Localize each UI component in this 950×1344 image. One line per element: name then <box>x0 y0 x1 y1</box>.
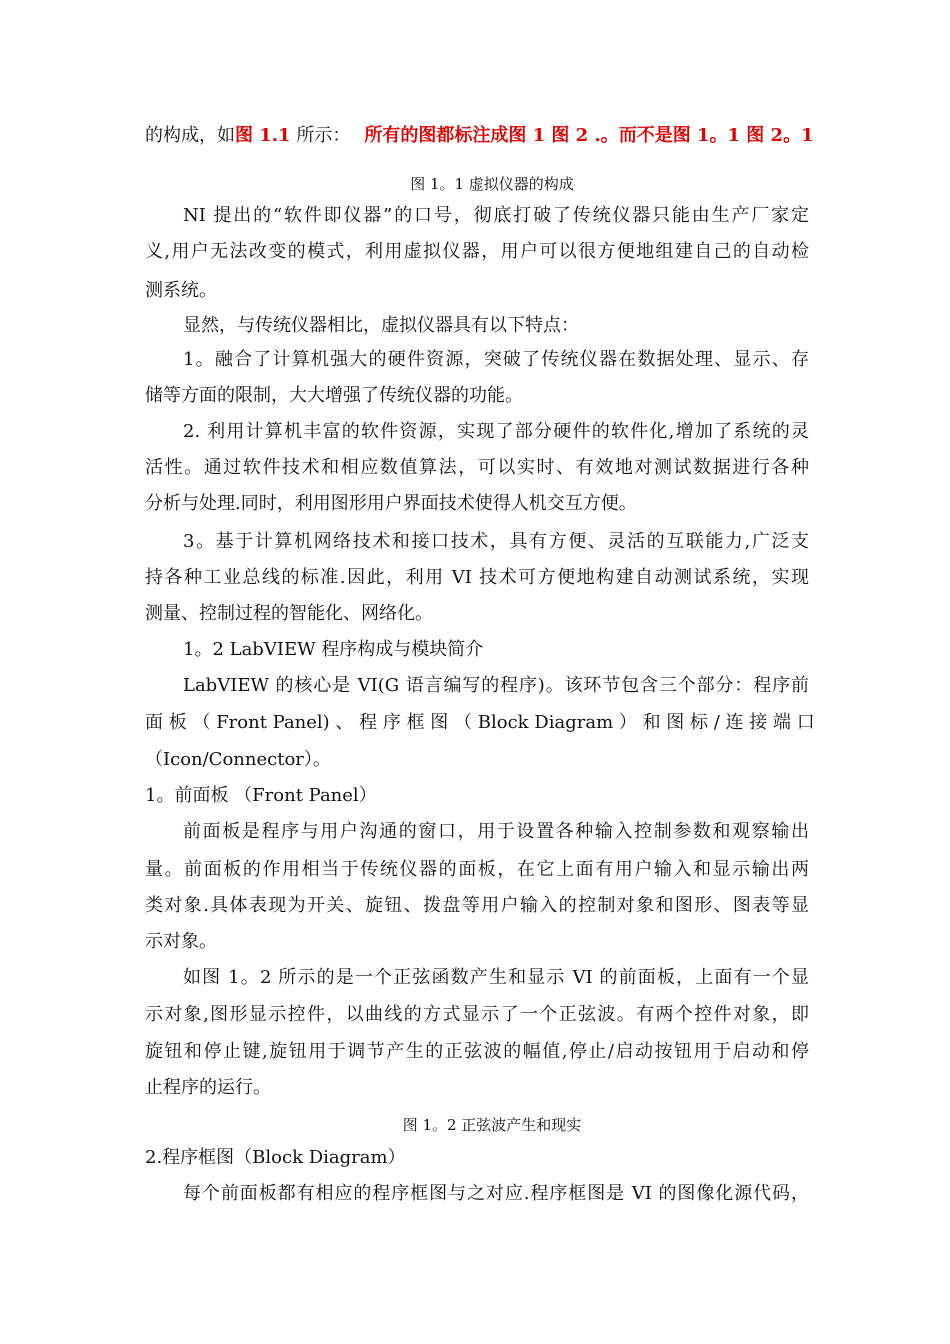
paragraph-line: 如图 1。2 所示的是一个正弦函数产生和显示 VI 的前面板，上面有一个显 <box>183 967 809 988</box>
paragraph-line: 每个前面板都有相应的程序框图与之对应.程序框图是 VI 的图像化源代码， <box>183 1183 809 1204</box>
figure-1-2-caption: 图 1。2 正弦波产生和现实 <box>402 1116 582 1134</box>
paragraph-line: 义,用户无法改变的模式，利用虚拟仪器，用户可以很方便地组建自己的自动检 <box>145 241 809 262</box>
figure-1-1-caption: 图 1。1 虚拟仪器的构成 <box>410 175 574 193</box>
paragraph-line: 分析与处理.同时，利用图形用户界面技术使得人机交互方便。 <box>145 493 637 514</box>
paragraph-line: 储等方面的限制，大大增强了传统仪器的功能。 <box>145 385 523 406</box>
section-heading: 1。2 LabVIEW 程序构成与模块简介 <box>183 639 484 660</box>
intro-prefix: 的构成，如 <box>145 125 235 146</box>
paragraph-line: 持各种工业总线的标准.因此，利用 VI 技术可方便地构建自动测试系统，实现 <box>145 567 809 588</box>
paragraph-line: 示对象,图形显示控件，以曲线的方式显示了一个正弦波。有两个控件对象，即 <box>145 1004 809 1025</box>
paragraph-line: 3。基于计算机网络技术和接口技术，具有方便、灵活的互联能力,广泛支 <box>183 531 809 552</box>
paragraph-line: （Icon/Connector）。 <box>145 749 331 770</box>
subsection-heading: 2.程序框图（Block Diagram） <box>145 1147 406 1168</box>
paragraph-line: 前面板是程序与用户沟通的窗口，用于设置各种输入控制参数和观察输出 <box>183 821 809 842</box>
paragraph-line: 2. 利用计算机丰富的软件资源，实现了部分硬件的软件化,增加了系统的灵 <box>183 421 809 442</box>
paragraph-line: 类对象.具体表现为开关、旋钮、拨盘等用户输入的控制对象和图形、图表等显 <box>145 895 809 916</box>
paragraph-line: 测系统。 <box>145 280 217 301</box>
paragraph-line: 面 板 （ Front Panel) 、 程 序 框 图 （ Block Diagram ） 和 图 标 / 连 接 端 口 <box>145 712 815 733</box>
figure-reference: 图 1.1 <box>235 125 291 146</box>
paragraph-line: 1。融合了计算机强大的硬件资源，突破了传统仪器在数据处理、显示、存 <box>183 349 809 370</box>
subsection-heading: 1。前面板 （Front Panel） <box>145 785 377 806</box>
intro-line <box>145 124 814 148</box>
paragraph-line: 旋钮和停止键,旋钮用于调节产生的正弦波的幅值,停止/启动按钮用于启动和停 <box>145 1041 809 1062</box>
paragraph-line: 止程序的运行。 <box>145 1077 271 1098</box>
paragraph-line: 量。前面板的作用相当于传统仪器的面板，在它上面有用户输入和显示输出两 <box>145 859 809 880</box>
paragraph-line: 示对象。 <box>145 931 217 952</box>
paragraph-line: 显然，与传统仪器相比，虚拟仪器具有以下特点： <box>183 315 579 336</box>
paragraph-line: 活性。通过软件技术和相应数值算法，可以实时、有效地对测试数据进行各种 <box>145 457 809 478</box>
intro-mid: 所示： <box>290 125 351 146</box>
paragraph-line: LabVIEW 的核心是 VI(G 语言编写的程序)。该环节包含三个部分：程序前 <box>183 675 809 696</box>
editor-note: 所有的图都标注成图 1 图 2 .。而不是图 1。1 图 2。1 <box>364 125 814 146</box>
paragraph-line: NI 提出的“软件即仪器”的口号，彻底打破了传统仪器只能由生产厂家定 <box>183 205 809 226</box>
paragraph-line: 测量、控制过程的智能化、网络化。 <box>145 603 433 624</box>
